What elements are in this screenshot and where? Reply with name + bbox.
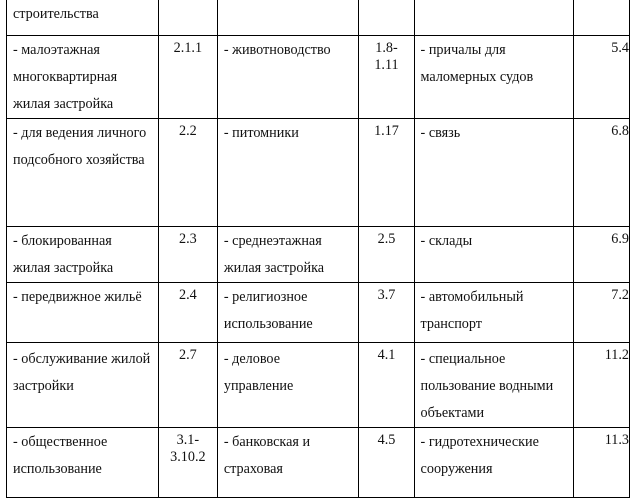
- use-code-cell: 2.1.1: [158, 36, 217, 119]
- use-name-cell: - передвижное жильё: [7, 283, 159, 343]
- table-row: [7, 119, 630, 227]
- use-code-cell: [574, 0, 630, 36]
- use-name-cell: - религиозное использование: [217, 283, 359, 343]
- use-code-cell: 3.1-3.10.2: [158, 428, 217, 498]
- table-row: [7, 0, 630, 36]
- use-code-cell: 7.2: [574, 283, 630, 343]
- use-name-cell: - питомники: [217, 119, 359, 227]
- table-row: [7, 428, 630, 498]
- use-code-cell: 4.5: [359, 428, 414, 498]
- use-name-cell: - причалы для маломерных судов: [414, 36, 574, 119]
- use-name-cell: - гидротехнические сооружения: [414, 428, 574, 498]
- use-name-cell: - склады: [414, 227, 574, 283]
- use-name-cell: - для ведения личного подсобного хозяйства: [7, 119, 159, 227]
- use-code-cell: 11.3: [574, 428, 630, 498]
- use-name-cell: - деловое управление: [217, 343, 359, 428]
- use-name-cell: [414, 0, 574, 36]
- use-code-cell: [158, 0, 217, 36]
- table-row: [7, 227, 630, 283]
- use-code-cell: 4.1: [359, 343, 414, 428]
- use-code-cell: 2.4: [158, 283, 217, 343]
- table-row: [7, 343, 630, 428]
- use-code-cell: 3.7: [359, 283, 414, 343]
- use-code-cell: 5.4: [574, 36, 630, 119]
- use-name-cell: - специальное пользование водными объектами: [414, 343, 574, 428]
- use-name-cell: - обслуживание жилой застройки: [7, 343, 159, 428]
- land-use-table: [6, 0, 630, 498]
- use-name-cell: - общественное использование: [7, 428, 159, 498]
- use-name-cell: строительства: [7, 0, 159, 36]
- use-code-cell: 6.8: [574, 119, 630, 227]
- table-row: [7, 283, 630, 343]
- use-code-cell: 2.7: [158, 343, 217, 428]
- use-code-cell: 1.8-1.11: [359, 36, 414, 119]
- use-name-cell: - животноводство: [217, 36, 359, 119]
- table-row: [7, 36, 630, 119]
- use-code-cell: 6.9: [574, 227, 630, 283]
- use-code-cell: 2.3: [158, 227, 217, 283]
- use-code-cell: 1.17: [359, 119, 414, 227]
- use-name-cell: - банковская и страховая: [217, 428, 359, 498]
- use-code-cell: 11.2: [574, 343, 630, 428]
- use-code-cell: 2.5: [359, 227, 414, 283]
- use-name-cell: - связь: [414, 119, 574, 227]
- use-name-cell: - малоэтажная многоквартирная жилая застройка: [7, 36, 159, 119]
- use-name-cell: - среднеэтажная жилая застройка: [217, 227, 359, 283]
- use-name-cell: - автомобильный транспорт: [414, 283, 574, 343]
- use-name-cell: [217, 0, 359, 36]
- use-code-cell: [359, 0, 414, 36]
- use-name-cell: - блокированная жилая застройка: [7, 227, 159, 283]
- use-code-cell: 2.2: [158, 119, 217, 227]
